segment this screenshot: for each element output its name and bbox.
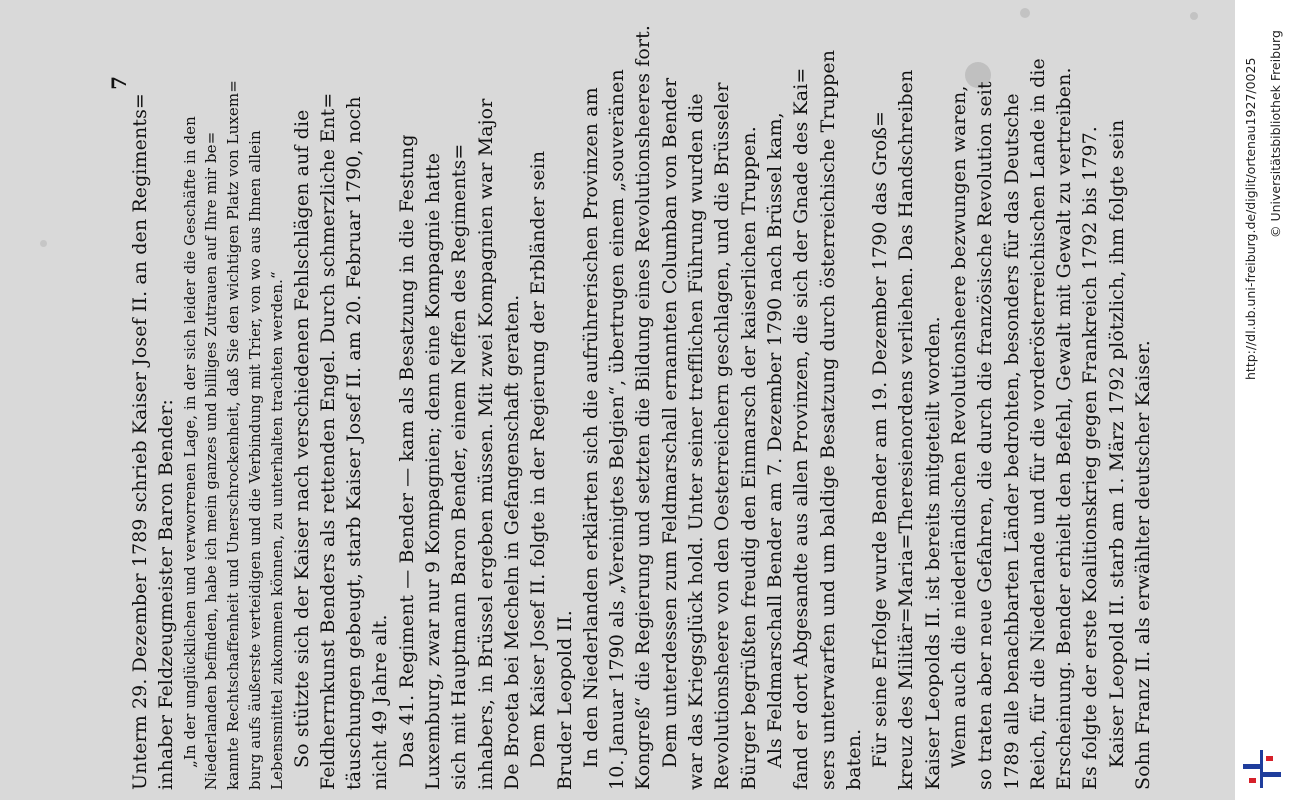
text-line: De Broeta bei Mecheln in Gefangenschaft geraten. [500, 294, 523, 790]
logo-accent [1249, 778, 1256, 783]
text-line: kreuz des Militär=Maria=Theresienordens verliehen. Das Handschreiben [895, 69, 918, 790]
text-line: sers unterwarfen und um baldige Besatzung durch österreichische Truppen [816, 49, 839, 790]
text-line: Dem unterdessen zum Feldmarschall ernannten Columban von Bender [658, 77, 681, 768]
text-line: In den Niederlanden erklärten sich die aufrührerischen Provinzen am [579, 87, 602, 768]
text-line: fand er dort Abgesandte aus allen Provinzen, die sich der Gnade des Kai= [790, 67, 813, 790]
scan-speck [40, 240, 47, 247]
text-line: inhabers, in Brüssel ergeben müssen. Mit zwei Kompagnien war Major [474, 98, 497, 790]
text-line: so traten aber neue Gefahren, die durch die französische Revolution seit [974, 81, 997, 790]
text-line: Für seine Erfolge wurde Bender am 19. Dezember 1790 das Groß= [869, 110, 892, 768]
text-line: Feldherrnkunst Benders als rettenden Engel. Durch schmerzliche Ent= [316, 92, 339, 790]
text-line: „In der unglücklichen und verworrenen Lage, in der sich leider die Geschäfte in den [180, 116, 199, 768]
text-lines [115, 25, 1156, 790]
page-number: 7 [107, 76, 131, 90]
text-line: Wenn auch die niederländischen Revolutionsheere bezwungen waren, [948, 85, 970, 768]
text-line: Kaiser Leopolds II. ist bereits mitgeteilt worden. [921, 316, 944, 790]
library-logo-icon [1241, 748, 1283, 790]
text-line: täuschungen gebeugt, starb Kaiser Josef II. am 20. Februar 1790, noch [343, 96, 366, 790]
text-line: 10. Januar 1790 als „Vereinigtes Belgien“, übertrugen einem „souveränen [606, 69, 629, 790]
scan-speck [1190, 12, 1198, 20]
text-line: nicht 49 Jahre alt. [369, 614, 392, 790]
text-line: Unterm 29. Dezember 1789 schrieb Kaiser Josef II. an den Regiments= [129, 93, 151, 790]
page-text-block [107, 25, 1155, 790]
text-line: Als Feldmarschall Bender am 7. Dezember 1790 nach Brüssel kam, [763, 112, 786, 768]
text-line: So stützte sich der Kaiser nach verschiedenen Fehlschlägen auf die [290, 109, 313, 768]
text-line: Dem Kaiser Josef II. folgte in der Regierung der Erbländer sein [527, 150, 550, 768]
text-line: 1789 alle benachbarten Länder bedrohten, besonders für das Deutsche [1000, 93, 1023, 790]
logo-bar [1243, 764, 1260, 769]
text-line: kannte Rechtschaffenheit und Unerschrockenheit, daß Sie den wichtigen Platz von Luxem= [224, 80, 243, 790]
logo-bar [1263, 772, 1281, 777]
text-line: Lebensmittel zukommen können, zu unterhalten trachten werden.“ [267, 271, 286, 790]
scan-speck [1020, 8, 1030, 18]
text-line: Bürger begrüßten freudig den Einmarsch der kaiserlichen Truppen. [737, 126, 760, 790]
text-line: Es folgte der erste Koalitionskrieg gegen Frankreich 1792 bis 1797. [1079, 126, 1102, 790]
text-line: war das Kriegsglück hold. Unter seiner trefflichen Führung wurden die [685, 93, 708, 790]
text-line: Erscheinung. Bender erhielt den Befehl, Gewalt mit Gewalt zu vertreiben. [1053, 67, 1076, 790]
quoted-letter [180, 70, 289, 790]
text-line: Luxemburg, zwar nur 9 Kompagnien; denn eine Kompagnie hatte [422, 152, 445, 790]
source-url[interactable]: http://dl.ub.uni-freiburg.de/diglit/ortenau1927/0025 [1243, 57, 1258, 380]
text-line: sich mit Hauptmann Baron Bender, einem Neffen des Regiments= [448, 143, 471, 790]
text-line: Bruder Leopold II. [553, 610, 576, 790]
text-line: Reich, für die Niederlande und für die vorderösterreichischen Lande in die [1026, 58, 1049, 790]
text-line: Kaiser Leopold II. starb am 1. März 1792 plötzlich, ihm folgte sein [1105, 119, 1128, 768]
text-line: burg aufs äußerste verteidigen und die Verbindung mit Trier, von wo aus Ihnen allein [245, 130, 264, 790]
copyright-notice: © Universitätsbibliothek Freiburg [1268, 30, 1283, 238]
text-line: Kongreß“ die Regierung und setzten die Bildung eines Revolutionsheeres fort. [632, 25, 655, 790]
text-line: baten. [842, 728, 865, 790]
logo-stem [1260, 750, 1263, 788]
text-line: Revolutionsheere von den Oesterreichern geschlagen, und die Brüsseler [711, 82, 734, 790]
text-line: inhaber Feldzeugmeister Baron Bender: [155, 399, 178, 790]
text-line: Das 41. Regiment — Bender — kam als Besatzung in die Festung [395, 134, 418, 768]
logo-accent [1266, 756, 1273, 761]
text-line: Sohn Franz II. als erwählter deutscher Kaiser. [1132, 340, 1155, 790]
text-line: Niederlanden befinden, habe ich mein ganzes und billiges Zutrauen auf Ihre mir be= [202, 131, 221, 790]
